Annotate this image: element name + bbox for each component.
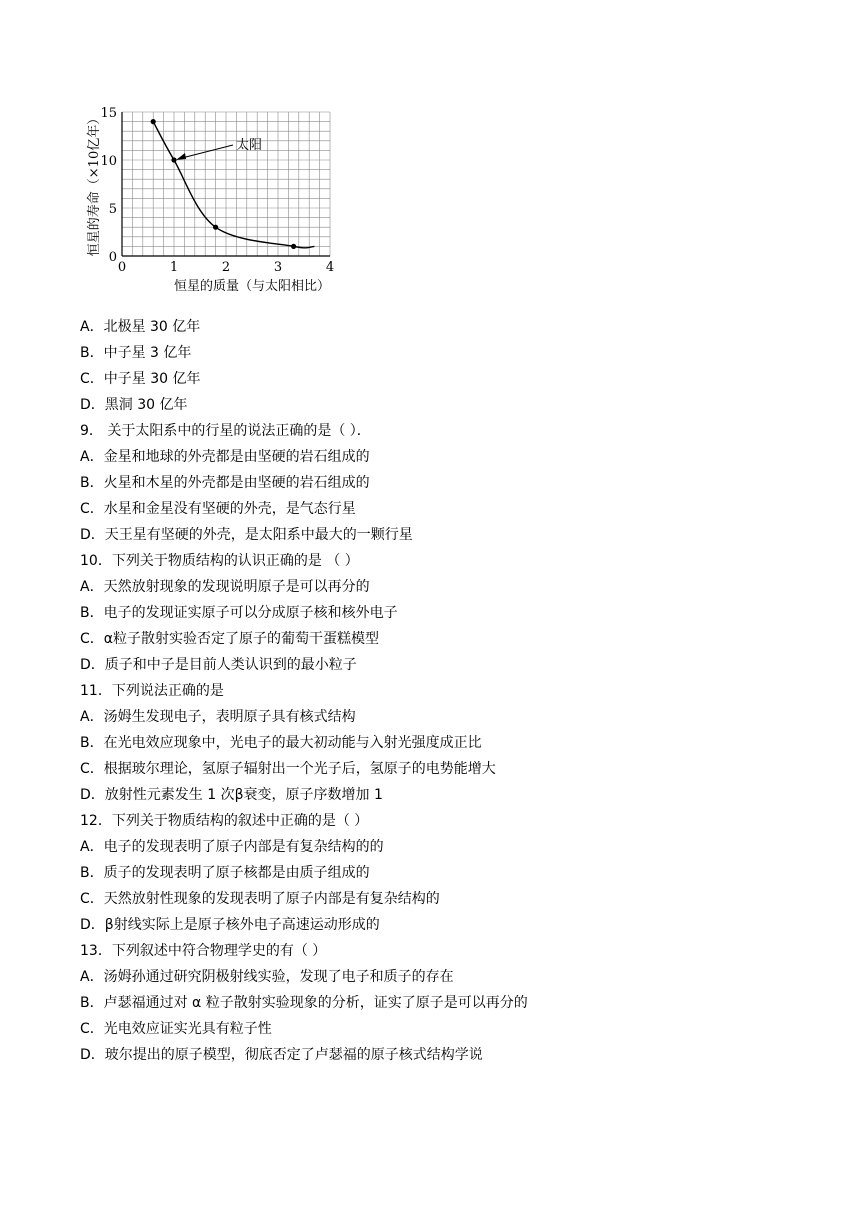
annotation-arrowhead: [176, 153, 186, 160]
text-line: D．质子和中子是目前人类认识到的最小粒子: [80, 657, 357, 673]
chart-series: [151, 119, 315, 249]
x-tick-label: 1: [169, 260, 179, 275]
text-line: 13．下列叙述中符合物理学史的有（ ）: [80, 943, 327, 959]
text-line: B．电子的发现证实原子可以分成原子核和核外电子: [80, 605, 398, 621]
data-point: [291, 244, 296, 249]
text-line: C．α粒子散射实验否定了原子的葡萄干蛋糕模型: [80, 631, 380, 647]
text-line: C．水星和金星没有坚硬的外壳，是气态行星: [80, 501, 356, 517]
y-tick-label: 10: [100, 154, 117, 169]
x-tick-label: 3: [273, 260, 283, 275]
text-line: A．北极星 30 亿年: [80, 319, 201, 335]
y-tick-label: 5: [108, 202, 117, 217]
text-line: A．金星和地球的外壳都是由坚硬的岩石组成的: [80, 449, 370, 465]
chart-grid: [122, 112, 330, 256]
text-line: A．天然放射现象的发现说明原子是可以再分的: [80, 579, 370, 595]
text-line: C．光电效应证实光具有粒子性: [80, 1021, 272, 1037]
text-line: D．黑洞 30 亿年: [80, 397, 188, 413]
y-tick-label: 15: [100, 106, 117, 121]
text-line: B．质子的发现表明了原子核都是由质子组成的: [80, 865, 370, 881]
text-line: C．根据玻尔理论，氢原子辐射出一个光子后，氢原子的电势能增大: [80, 761, 496, 777]
text-line: C．天然放射性现象的发现表明了原子内部是有复杂结构的: [80, 891, 440, 907]
text-line: C．中子星 30 亿年: [80, 371, 201, 387]
text-line: 9． 关于太阳系中的行星的说法正确的是（ ）．: [80, 423, 371, 439]
text-line: B．卢瑟福通过对 α 粒子散射实验现象的分析，证实了原子是可以再分的: [80, 995, 528, 1011]
text-line: 11．下列说法正确的是: [80, 683, 224, 699]
text-line: B．火星和木星的外壳都是由坚硬的岩石组成的: [80, 475, 370, 491]
x-tick-label: 0: [117, 260, 127, 275]
annotation-label: 太阳: [236, 138, 263, 153]
text-line: D．天王星有坚硬的外壳，是太阳系中最大的一颗行星: [80, 527, 413, 543]
text-line: B．中子星 3 亿年: [80, 345, 192, 361]
annotation-arrow: [178, 145, 233, 159]
text-line: 10．下列关于物质结构的认识正确的是 （ ）: [80, 553, 359, 569]
text-line: 12．下列关于物质结构的叙述中正确的是（ ）: [80, 813, 369, 829]
text-line: A．汤姆生发现电子，表明原子具有核式结构: [80, 709, 356, 725]
star-lifetime-chart: [82, 100, 342, 298]
text-line: D．玻尔提出的原子模型，彻底否定了卢瑟福的原子核式结构学说: [80, 1047, 483, 1063]
data-point: [213, 225, 218, 230]
question-text: [80, 314, 820, 1068]
x-tick-label: 4: [325, 260, 335, 275]
text-line: D．β射线实际上是原子核外电子高速运动形成的: [80, 917, 380, 933]
x-axis-label: 恒星的质量（与太阳相比）: [173, 279, 331, 294]
text-line: D．放射性元素发生 1 次β衰变，原子序数增加 1: [80, 787, 383, 803]
x-tick-label: 2: [221, 260, 231, 275]
y-axis-label: 恒星的寿命（×10亿年）: [87, 111, 102, 257]
text-line: A．电子的发现表明了原子内部是有复杂结构的的: [80, 839, 384, 855]
y-tick-label: 0: [108, 250, 117, 265]
text-line: A．汤姆孙通过研究阴极射线实验，发现了电子和质子的存在: [80, 969, 454, 985]
data-point: [171, 157, 176, 162]
text-line: B．在光电效应现象中，光电子的最大初动能与入射光强度成正比: [80, 735, 482, 751]
data-point: [151, 119, 156, 124]
